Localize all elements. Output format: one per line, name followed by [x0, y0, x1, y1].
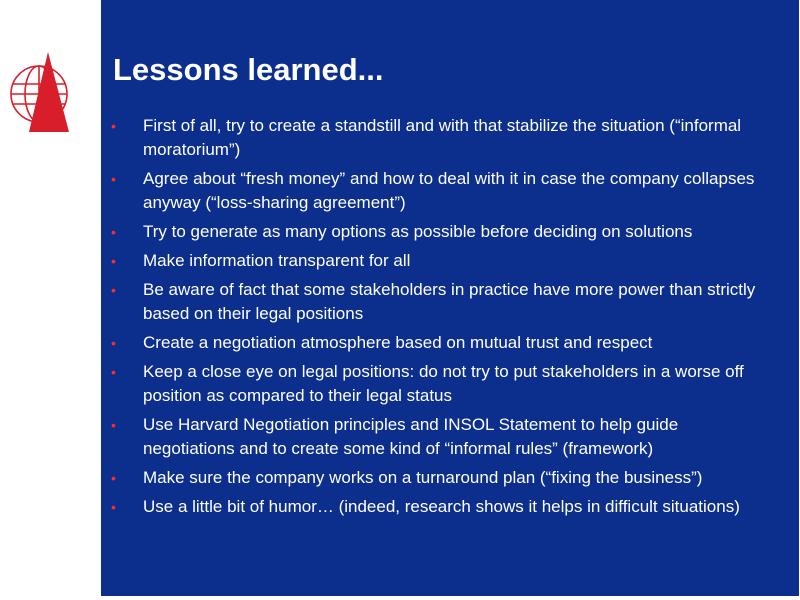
bullet-item [111, 466, 771, 490]
bullet-item [111, 331, 771, 355]
bullet-text: Create a negotiation atmosphere based on mutual trust and respect [143, 333, 653, 352]
bullet-marker: • [111, 499, 116, 515]
bullet-item [111, 278, 771, 326]
bullet-text: Try to generate as many options as possible before deciding on solutions [143, 222, 693, 241]
bullet-text: Be aware of fact that some stakeholders in practice have more power than strictly based on their legal positions [143, 280, 756, 323]
bullet-text: Make sure the company works on a turnaround plan (“fixing the business”) [143, 468, 703, 487]
slide-title: Lessons learned... [113, 52, 384, 87]
bullet-text: Make information transparent for all [143, 251, 411, 270]
bullet-marker: • [111, 364, 116, 380]
bullet-text: Use Harvard Negotiation principles and INSOL Statement to help guide negotiations and to create some kind of “informal rules” (framework) [143, 415, 679, 458]
bullet-list [111, 114, 771, 524]
bullet-text: First of all, try to create a standstill and with that stabilize the situation (“informal moratorium”) [143, 116, 742, 159]
bullet-marker: • [111, 171, 116, 187]
bullet-marker: • [111, 282, 116, 298]
bullet-item [111, 413, 771, 461]
bullet-item [111, 360, 771, 408]
bullet-marker: • [111, 118, 116, 134]
bullet-text: Agree about “fresh money” and how to deal with it in case the company collapses anyway (“loss-sharing agreement”) [143, 169, 755, 212]
bullet-marker: • [111, 470, 116, 486]
bullet-marker: • [111, 253, 116, 269]
globe-with-triangle-icon [9, 52, 69, 136]
content-panel [101, 0, 799, 596]
bullet-marker: • [111, 417, 116, 433]
bullet-item [111, 495, 771, 519]
bullet-marker: • [111, 224, 116, 240]
bullet-item [111, 167, 771, 215]
bullet-item [111, 220, 771, 244]
bullet-text: Use a little bit of humor… (indeed, research shows it helps in difficult situations) [143, 497, 740, 516]
bullet-text: Keep a close eye on legal positions: do not try to put stakeholders in a worse off position as compared to their legal status [143, 362, 744, 405]
bullet-item [111, 249, 771, 273]
bullet-item [111, 114, 771, 162]
bullet-marker: • [111, 335, 116, 351]
